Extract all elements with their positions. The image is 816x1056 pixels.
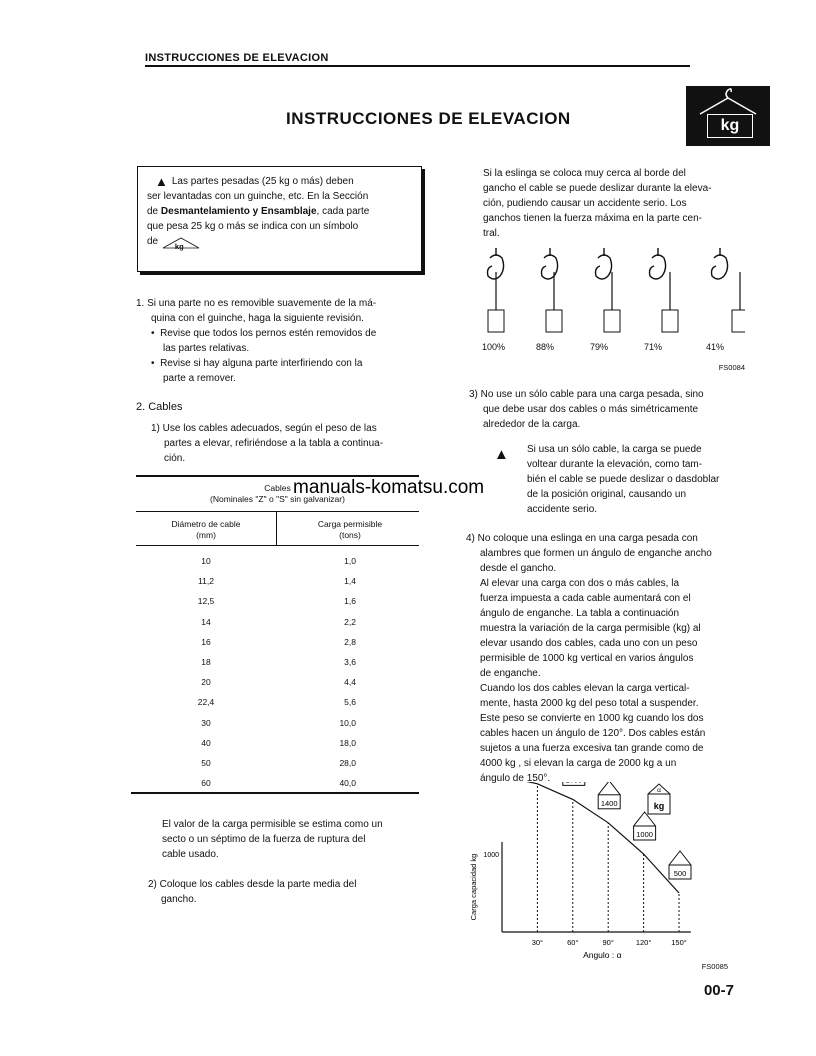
cable-table <box>136 551 419 793</box>
hook-diagram <box>596 248 621 332</box>
item-4-line: mente, hasta 2000 kg del peso total a suspender. <box>480 698 699 709</box>
cable-diameter: 12,5 <box>197 596 215 607</box>
cable-diameter: 18 <box>201 657 211 668</box>
table-row <box>136 571 419 591</box>
running-header: INSTRUCCIONES DE ELEVACION <box>145 52 329 64</box>
kg-small-symbol: kg <box>161 235 201 249</box>
cable-load: 5,6 <box>344 697 356 708</box>
item-4-line: permisible de 1000 kg vertical en varios ángulos <box>480 653 694 664</box>
table-row <box>136 773 419 793</box>
item-4-line: sujetos a una fuerza excesiva tan grande como de <box>480 743 704 754</box>
cable-load: 1,0 <box>344 556 356 567</box>
x-tick-label: 60° <box>567 938 579 947</box>
bullet-1: • Revise que todos los pernos estén removidos de <box>151 328 377 339</box>
x-tick-label: 90° <box>602 938 614 947</box>
item-4-line: Cuando los dos cables elevan la carga vertical- <box>480 683 690 694</box>
load-angle-chart <box>462 782 742 972</box>
hook-icon <box>686 86 770 116</box>
item-3: 3) No use un sólo cable para una carga pesada, sino que debe usar dos cables o más simétricamente alrededor de la carga. <box>469 389 704 430</box>
sling-lines <box>669 851 691 865</box>
table-row <box>136 672 419 692</box>
bullet-2: • Revise si hay alguna parte interfiriendo con la <box>151 358 363 369</box>
table-header-rule <box>136 511 419 512</box>
cable-diameter: 14 <box>201 616 211 627</box>
hook-percentage: 41% <box>706 342 725 352</box>
x-axis-label: Angulo : α <box>583 950 622 960</box>
item-4-line: Este peso se convierte en 1000 kg cuando los dos <box>480 713 704 724</box>
table-row <box>136 632 419 652</box>
cable-diameter: 16 <box>201 636 211 647</box>
cable-load: 18,0 <box>339 737 356 748</box>
item-4-line: Al elevar una carga con dos o más cables, la <box>480 578 679 589</box>
watermark: manuals-komatsu.com <box>293 477 485 498</box>
item-3-warning: Si usa un sólo cable, la carga se puede voltear durante la elevación, como tam- bién el cable se puede deslizar o dasdoblar de la posición original, causando un accidente serio. <box>527 444 720 515</box>
table-body-rule <box>136 545 419 546</box>
cable-load: 2,2 <box>344 616 356 627</box>
page-title: INSTRUCCIONES DE ELEVACION <box>286 109 571 128</box>
load-chart <box>462 782 742 972</box>
legend-alpha: α <box>657 787 661 794</box>
cable-diameter: 22,4 <box>197 697 215 708</box>
hook-percentage: 71% <box>644 342 663 352</box>
warning-line-1: ▲ Las partes pesadas (25 kg o más) deben <box>155 174 354 189</box>
legend-kg: kg <box>653 801 665 811</box>
cable-diameter: 30 <box>201 717 211 728</box>
table-row <box>136 733 419 753</box>
table-row <box>136 753 419 773</box>
hook-diagram <box>542 248 563 332</box>
fig-code-1: FS0084 <box>718 363 745 372</box>
cable-load: 1,6 <box>344 596 356 607</box>
hook-percentage: 88% <box>536 342 555 352</box>
cable-diameter: 60 <box>201 778 211 789</box>
cable-load: 40,0 <box>339 778 356 789</box>
cable-load: 28,0 <box>339 757 356 768</box>
cable-load: 2,8 <box>344 636 356 647</box>
warning-box <box>137 166 422 272</box>
cable-load: 4,4 <box>344 677 356 688</box>
header-rule <box>145 65 690 67</box>
load-box-label: 1400 <box>600 798 618 808</box>
hook-percentages <box>470 342 745 356</box>
table-row <box>136 551 419 571</box>
col-diameter-header: Diámetro de cable (mm) <box>171 519 241 540</box>
table-row <box>136 713 419 733</box>
item-4-line: desde el gancho. <box>480 563 557 574</box>
hook-percentage: 79% <box>590 342 609 352</box>
warning-line-3: de Desmantelamiento y Ensamblaje, cada parte <box>147 206 370 218</box>
item-4-line: de enganche. <box>480 668 541 679</box>
section-2-heading: 2. Cables <box>136 401 183 413</box>
cable-diameter: 50 <box>201 757 211 768</box>
hook-figure <box>470 244 745 374</box>
table-bottom-rule <box>131 792 419 794</box>
sling-lines <box>598 782 620 795</box>
cable-load: 10,0 <box>339 717 356 728</box>
item-4-line: elevar usando dos cables, cada uno con un peso <box>480 638 698 649</box>
item-4-line: ángulo de enganche. La tabla a continuación <box>480 608 680 619</box>
warning-icon: ▲ <box>155 174 168 189</box>
cable-diameter: 11,2 <box>198 576 214 587</box>
page-number: 00-7 <box>703 982 734 999</box>
load-box-label: 1000 <box>636 830 653 839</box>
hook-percentage: 100% <box>482 342 506 352</box>
table-row <box>136 652 419 672</box>
item-4 <box>466 531 741 786</box>
table-row <box>136 612 419 632</box>
warning-line-5: de kg <box>147 234 413 249</box>
item-2: 2) Coloque los cables desde la parte media del gancho. <box>148 879 357 905</box>
item-4-line: 4) No coloque una eslinga en una carga pesada con <box>466 533 698 544</box>
cable-diameter: 20 <box>201 677 211 688</box>
hook-diagram <box>712 248 746 332</box>
item-4-line: fuerza impuesta a cada cable aumentará con el <box>480 593 691 604</box>
load-box-label: 500 <box>673 869 687 878</box>
heavy-part-symbol <box>686 86 770 146</box>
kg-label: kg <box>707 114 753 138</box>
cable-diameter: 40 <box>201 737 211 748</box>
hook-diagram <box>650 248 679 332</box>
hook-diagram <box>488 248 505 332</box>
x-tick-label: 150° <box>671 938 687 947</box>
cables-item-1: 1) Use los cables adecuados, según el peso de las partes a elevar, refiriéndose a la tabla a continua- ción. <box>151 423 384 464</box>
item-1: 1. Si una parte no es removible suavemente de la má- quina con el guinche, haga la siguiente revisión. • Revise que todos los pernos estén removidos de las partes relativas. • Revise si hay alguna parte interfiriendo con la parte a remover. <box>136 296 421 386</box>
table-row <box>136 692 419 712</box>
item-4-line: ángulo de 150°. <box>480 773 551 784</box>
warning-icon-2: ▲ <box>494 446 509 463</box>
fig-code-2: FS0085 <box>701 962 728 971</box>
table-note: El valor de la carga permisible se estima como un secto o un séptimo de la fuerza de ruptura del cable usado. <box>162 819 383 860</box>
cable-diameter: 10 <box>201 556 211 567</box>
table-caption: Cables (Nominales "Z" o "S" sin galvanizar) <box>210 483 345 504</box>
cable-load: 1,4 <box>344 576 356 587</box>
hooks-illustration <box>470 244 745 344</box>
item-4-line: alambres que formen un ángulo de enganche ancho <box>480 548 712 559</box>
item-4-line: cables hacen un ángulo de 120°. Dos cables están <box>480 728 706 739</box>
cable-load: 3,6 <box>344 657 356 668</box>
load-box-label <box>565 782 582 784</box>
col-load-header: Carga permisible (tons) <box>317 519 383 540</box>
cable-table-body <box>136 551 419 793</box>
table-divider <box>276 511 277 545</box>
y-axis-label: Carga capacidad kg <box>469 853 478 921</box>
sling-paragraph: Si la eslinga se coloca muy cerca al borde del gancho el cable se puede deslizar durante la eleva- ción, pudiendo causar un accidente serio. Los ganchos tienen la fuerza máxima en la parte cen- tral. <box>483 168 712 239</box>
y-tick-label: 1000 <box>483 852 499 859</box>
warning-line-2: ser levantadas con un guinche, etc. En la Sección <box>147 191 369 203</box>
warning-line-4: que pesa 25 kg o más se indica con un símbolo <box>147 221 359 233</box>
x-tick-label: 120° <box>635 938 652 947</box>
item-4-line: 4000 kg , si elevan la carga de 2000 kg a un <box>480 758 677 769</box>
item-4-line: muestra la variación de la carga permisible (kg) al <box>480 623 701 634</box>
x-tick-label: 30° <box>531 938 544 947</box>
table-row <box>136 591 419 611</box>
